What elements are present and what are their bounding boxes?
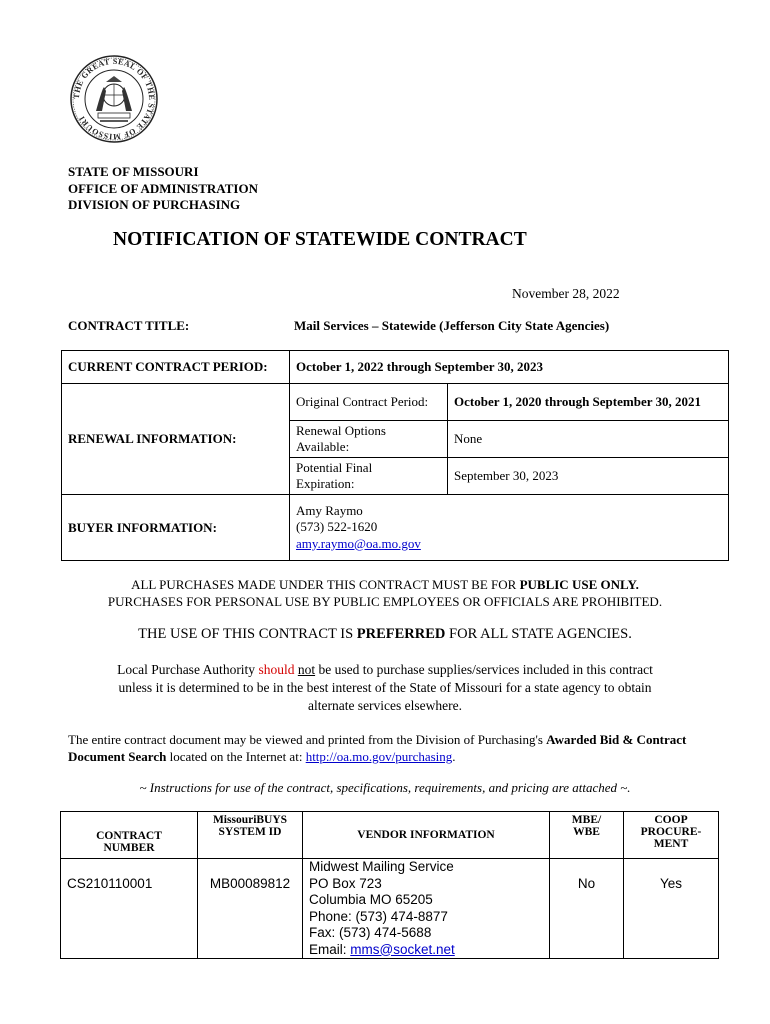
agency-office: OFFICE OF ADMINISTRATION — [68, 180, 258, 196]
lpa-text-b: be used to purchase supplies/services included in this contract — [315, 662, 653, 677]
col-coop-line2: PROCURE- — [640, 826, 702, 838]
renewal-options-label-line1: Renewal Options — [296, 423, 386, 438]
renewal-options-label-line2: Available: — [296, 439, 350, 454]
doc-para-period: . — [452, 749, 456, 764]
state-seal-icon — [70, 55, 158, 143]
original-period-value: October 1, 2020 through September 30, 2021 — [448, 384, 729, 421]
lpa-line2: unless it is determined to be in the best interest of the State of Missouri for a state agency to obtain — [118, 680, 652, 695]
buyer-name: Amy Raymo — [296, 502, 363, 518]
renewal-label: RENEWAL INFORMATION: — [62, 384, 290, 495]
col-mbe-wbe — [550, 812, 624, 859]
period-value: October 1, 2022 through September 30, 2023 — [290, 351, 729, 384]
vendor-name: Midwest Mailing Service — [309, 859, 454, 874]
table-row — [61, 859, 719, 959]
public-use-text: ALL PURCHASES MADE UNDER THIS CONTRACT MUST BE FOR — [131, 577, 520, 592]
page-title: NOTIFICATION OF STATEWIDE CONTRACT — [113, 229, 527, 250]
preferred-text-c: FOR ALL STATE AGENCIES. — [445, 626, 632, 642]
vendor-address1: PO Box 723 — [309, 875, 382, 891]
lpa-not: not — [297, 662, 316, 677]
personal-use-prohibited: PURCHASES FOR PERSONAL USE BY PUBLIC EMPLOYEES OR OFFICIALS ARE PROHIBITED. — [107, 594, 663, 609]
final-expiration-label-line1: Potential Final — [296, 460, 373, 475]
agency-header — [68, 164, 258, 214]
public-use-emphasis: PUBLIC USE ONLY. — [519, 577, 639, 592]
buyer-phone: (573) 522-1620 — [296, 519, 378, 535]
col-contract-number-line1: CONTRACT — [96, 830, 162, 842]
col-system-id-line2: SYSTEM ID — [218, 826, 282, 838]
final-expiration-label-line2: Expiration: — [296, 476, 355, 491]
col-system-id — [198, 812, 303, 859]
col-system-id-line1: MissouriBUYS — [212, 814, 288, 826]
contract-title-value: Mail Services – Statewide (Jefferson City State Agencies) — [294, 318, 610, 333]
preferred-notice — [0, 626, 770, 643]
vendor-email-link[interactable]: mms@socket.net — [350, 941, 455, 957]
instructions-note: ~ Instructions for use of the contract, specifications, requirements, and pricing are attached ~. — [139, 780, 631, 795]
vendor-phone: Phone: (573) 474-8877 — [309, 908, 448, 924]
system-id-cell: MB00089812 — [198, 859, 303, 959]
contract-number-cell: CS210110001 — [61, 859, 198, 959]
purchasing-link[interactable]: http://oa.mo.gov/purchasing — [305, 749, 453, 764]
preferred-emphasis: PREFERRED — [356, 626, 446, 642]
vendor-info-cell — [303, 859, 550, 959]
lpa-should: should — [258, 662, 295, 677]
doc-para-text-c: located on the Internet at: — [166, 749, 306, 764]
agency-division: DIVISION OF PURCHASING — [68, 197, 241, 212]
buyer-label: BUYER INFORMATION: — [62, 495, 290, 561]
coop-cell: Yes — [624, 859, 719, 959]
local-purchase-notice — [0, 661, 770, 715]
contract-info-table — [61, 350, 729, 561]
contract-title-label: CONTRACT TITLE: — [68, 318, 190, 333]
col-coop-line3: MENT — [653, 838, 689, 850]
preferred-text-a: THE USE OF THIS CONTRACT IS — [138, 626, 357, 642]
lpa-line3: alternate services elsewhere. — [307, 698, 463, 713]
original-period-label: Original Contract Period: — [290, 384, 448, 421]
final-expiration-value: September 30, 2023 — [448, 458, 729, 495]
col-mbe-line1: MBE/ — [571, 814, 602, 826]
mbe-wbe-cell: No — [550, 859, 624, 959]
period-label: CURRENT CONTRACT PERIOD: — [62, 351, 290, 384]
col-coop-line1: COOP — [654, 814, 688, 826]
final-expiration-label — [290, 458, 448, 495]
buyer-email-link[interactable]: amy.raymo@oa.mo.gov — [296, 535, 421, 551]
renewal-options-value: None — [448, 421, 729, 458]
col-coop — [624, 812, 719, 859]
vendor-address2: Columbia MO 65205 — [309, 892, 433, 907]
col-vendor-info: VENDOR INFORMATION — [303, 812, 550, 859]
buyer-details — [290, 495, 729, 561]
col-contract-number — [61, 812, 198, 859]
vendor-table — [60, 811, 719, 959]
vendor-email-label: Email: — [309, 941, 351, 957]
seal-ring-text: THE GREAT SEAL OF THE STATE OF MISSOURI — [71, 56, 157, 142]
vendor-fax: Fax: (573) 474-5688 — [309, 925, 432, 940]
doc-para-text-a: The entire contract document may be viewed and printed from the Division of Purchasing's — [68, 732, 547, 747]
public-use-notice — [0, 576, 770, 610]
doc-search-name: Awarded Bid & Contract Document Search — [68, 732, 687, 764]
col-mbe-line2: WBE — [573, 826, 600, 838]
renewal-options-label — [290, 421, 448, 458]
agency-state: STATE OF MISSOURI — [68, 164, 199, 179]
contract-document-paragraph — [68, 731, 718, 765]
lpa-text-a: Local Purchase Authority — [117, 662, 259, 677]
notice-date: November 28, 2022 — [512, 286, 620, 301]
col-contract-number-line2: NUMBER — [103, 842, 155, 854]
